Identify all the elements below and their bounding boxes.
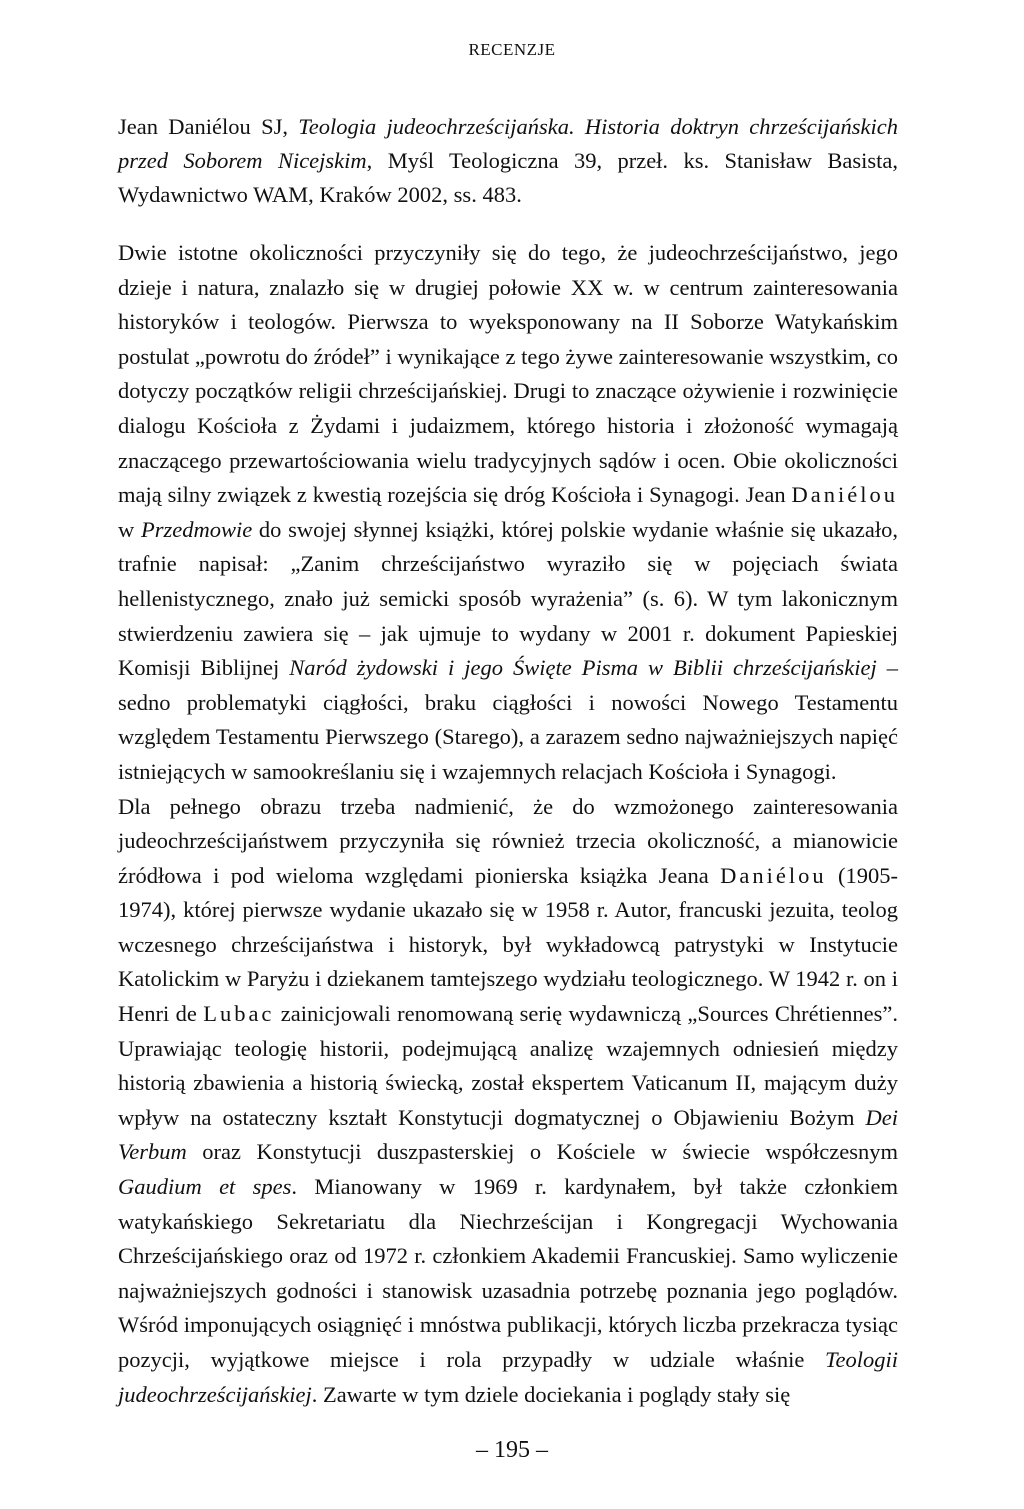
paragraph-2-text-d: oraz Konstytucji duszpasterskiej o Kościele w świecie współczesnym (186, 1139, 898, 1165)
italic-dei-verbum: Dei Verbum (118, 1104, 898, 1165)
author-name-spaced-2: Daniélou (720, 862, 827, 888)
italic-przedmowa: Przedmowie (140, 516, 253, 542)
running-head: RECENZJE (468, 40, 556, 59)
paragraph-2 (118, 790, 898, 1413)
author-name-spaced: Daniélou (791, 482, 898, 508)
paragraph-2-text-b: (1905-1974), której pierwsze wydanie ukazało się w 1958 r. Autor, francuski jezuita, teolog wczesnego chrześcijaństwa i historyk, był wykładowcą patrystyki w Instytucie Katolickim w Paryżu i dziekanem tamtejszego wydziału teologicznego. W 1942 r. on i Henri de (118, 862, 898, 1027)
paragraph-1-text-b: w (118, 516, 141, 542)
paragraph-2-text-e: . Mianowany w 1969 r. kardynałem, był także członkiem watykańskiego Sekretariatu dla Niechrześcijan i Kongregacji Wychowania Chrześcijańskiego oraz od 1972 r. członkiem Akademii Francuskiej. Samo wyliczenie najważniejszych godności i stanowisk uzasadnia potrzebę poznania jego poglądów. Wśród imponujących osiągnięć i mnóstwa publikacji, których liczba przekracza tysiąc pozycji, wyjątkowe miejsce i rola przypadły w udziale właśnie (118, 1174, 898, 1372)
lubac-name-spaced: Lubac (203, 1001, 275, 1027)
page-number: – 195 – (476, 1437, 548, 1463)
paragraph-2-text-f: . Zawarte w tym dziele dociekania i poglądy stały się (311, 1381, 791, 1407)
book-citation (118, 110, 898, 212)
paragraph-1-text-c: do swojej słynnej książki, której polskie wydanie właśnie się ukazało, trafnie napisał: „Zanim chrześcijaństwo wyraziło się w pojęciach świata hellenistycznego, znało już semicki sposób wyrażenia” (s. 6). W tym lakonicznym stwierdzeniu zawiera się – jak ujmuje to wydany w 2001 r. dokument Papieskiej Komisji Biblijnej (118, 516, 898, 681)
italic-gaudium-et-spes: Gaudium et spes (118, 1174, 292, 1200)
citation-title: Teologia judeochrześcijańska. Historia doktryn chrześcijańskich przed Soborem Nicejskim (118, 114, 898, 173)
review-body (118, 236, 898, 1412)
citation-publication: , Myśl Teologiczna 39, przeł. ks. Stanisław Basista, Wydawnictwo WAM, Kraków 2002, ss. 483. (118, 148, 898, 207)
paragraph-1-text-a: Dwie istotne okoliczności przyczyniły się do tego, że judeochrześcijaństwo, jego dzieje i natura, znalazło się w drugiej połowie XX w. w centrum zainteresowania historyków i teologów. Pierwsza to wyeksponowany na II Soborze Watykańskim postulat „powrotu do źródeł” i wynikające z tego żywe zainteresowanie wszystkim, co dotyczy początków religii chrześcijańskiej. Drugi to znaczące ożywienie i rozwinięcie dialogu Kościoła z Żydami i judaizmem, którego historia i złożoność wymagają znaczącego przewartościowania wielu tradycyjnych sądów i ocen. Obie okoliczności mają silny związek z kwestią rozejścia się dróg Kościoła i Synagogi. Jean (118, 240, 898, 508)
paragraph-1-text-d: – sedno problematyki ciągłości, braku ciągłości i nowości Nowego Testamentu względem Testamentu Pierwszego (Starego), a zarazem sedno najważniejszych napięć istniejących w samookreślaniu się i wzajemnych relacjach Kościoła i Synagogi. (118, 655, 899, 784)
paragraph-2-text-a: Dla pełnego obrazu trzeba nadmienić, że do wzmożonego zainteresowania judeochrześcijaństwem przyczyniła się również trzecia okoliczność, a mianowicie źródłowa i pod wieloma względami pionierska książka Jeana (118, 793, 898, 888)
paragraph-2-text-c: zainicjowali renomowaną serię wydawniczą „Sources Chrétiennes”. Uprawiając teologię historii, podejmującą analizę wzajemnych odniesień między historią zbawienia a historią świecką, został ekspertem Vaticanum II, mającym duży wpływ na ostateczny kształt Konstytucji dogmatycznej o Objawieniu Bożym (118, 1001, 898, 1130)
italic-document-title: Naród żydowski i jego Święte Pisma w Biblii chrześcijańskiej (289, 655, 877, 681)
italic-teologii: Teologii judeochrześcijańskiej (118, 1347, 898, 1407)
citation-author: Jean Daniélou SJ, (118, 114, 299, 139)
paragraph-1 (118, 236, 898, 790)
